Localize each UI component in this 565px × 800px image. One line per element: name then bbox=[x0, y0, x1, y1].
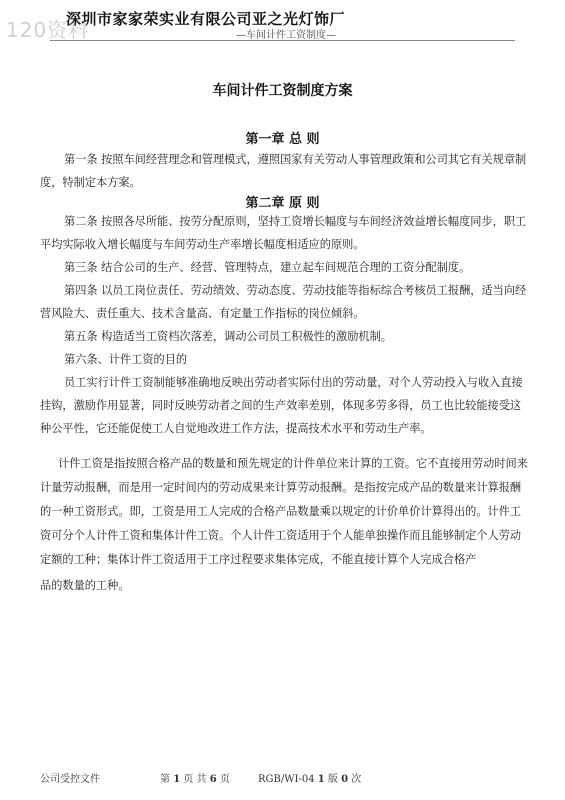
version-label: 版 bbox=[327, 774, 338, 785]
header-subtitle: —车间计件工资制度— bbox=[236, 30, 336, 41]
article-5: 第五条 构造适当工资档次落差，调动公司员工积极性的激励机制。 bbox=[64, 330, 392, 343]
company-header: 深圳市家家荣实业有限公司亚之光灯饰厂 bbox=[66, 10, 346, 28]
page-suffix: 页 bbox=[219, 774, 230, 785]
doc-code: RGB/WI-04 bbox=[258, 774, 315, 785]
article-6-body: 员工实行计件工资制能够准确地反映出劳动者实际付出的劳动量，对个人劳动投入与收入直接挂钩，激励作用显著，同时反映劳动者之间的生产效率差别，体现多劳多得，员工也比较能接受这种公平性，它还能促使工人自觉地改进工作方法，提高技术水平和劳动生产率。 bbox=[40, 376, 523, 435]
header-divider bbox=[50, 40, 515, 41]
revision-number: 0 bbox=[341, 774, 349, 785]
article-1: 第一条 按照车间经营理念和管理模式，遵照国家有关劳动人事管理政策和公司其它有关规章制度，特制定本方案。 bbox=[40, 153, 527, 189]
article-2: 第二条 按照各尽所能、按劳分配原则，坚持工资增长幅度与车间经济效益增长幅度同步，职工平均实际收入增长幅度与车间劳动生产率增长幅度相适应的原则。 bbox=[40, 215, 527, 251]
footer-doc-code bbox=[258, 770, 361, 785]
version-number: 1 bbox=[317, 774, 325, 785]
document-title: 车间计件工资制度方案 bbox=[212, 83, 353, 99]
article-4: 第四条 以员工岗位责任、劳动绩效、劳动态度、劳动技能等指标综合考核员工报酬，适当向经营风险大、责任重大、技术含量高、有定量工作指标的岗位倾斜。 bbox=[40, 284, 527, 320]
chapter-1-heading: 第一章 总 则 bbox=[245, 132, 320, 147]
article-3: 第三条 结合公司的生产、经营、管理特点，建立起车间规范合理的工资分配制度。 bbox=[64, 261, 471, 274]
chapter-2-heading: 第二章 原 则 bbox=[245, 196, 320, 211]
article-6: 第六条、计件工资的目的 bbox=[64, 353, 188, 366]
piecework-definition-end: 品的数量的工种。 bbox=[40, 579, 130, 592]
page-number: 1 bbox=[173, 774, 181, 785]
piecework-definition: 计件工资是指按照合格产品的数量和预先规定的计件单位来计算的工资。它不直接用劳动时间来计量劳动报酬，而是用一定时间内的劳动成果来计算劳动报酬。是指按完成产品的数量来计算报酬的一种工资形式。即，工资是用工人完成的合格产品数量乘以规定的计价单价计算得出的。计件工资可分个人计件工资和集体计件工资。个人计件工资适用于个人能单独操作而且能够制定个人劳动定额的工种；集体计件工资适用于工序过程要求集体完成，不能直接计算个人完成合格产 bbox=[40, 457, 528, 566]
revision-label: 次 bbox=[351, 774, 362, 785]
page-mid: 页 共 bbox=[183, 774, 207, 785]
watermark: 120资料 bbox=[6, 18, 90, 42]
footer-controlled-doc: 公司受控文件 bbox=[40, 774, 100, 785]
page-prefix: 第 bbox=[160, 774, 170, 785]
page-total: 6 bbox=[209, 774, 217, 785]
footer-page-info bbox=[160, 770, 230, 785]
